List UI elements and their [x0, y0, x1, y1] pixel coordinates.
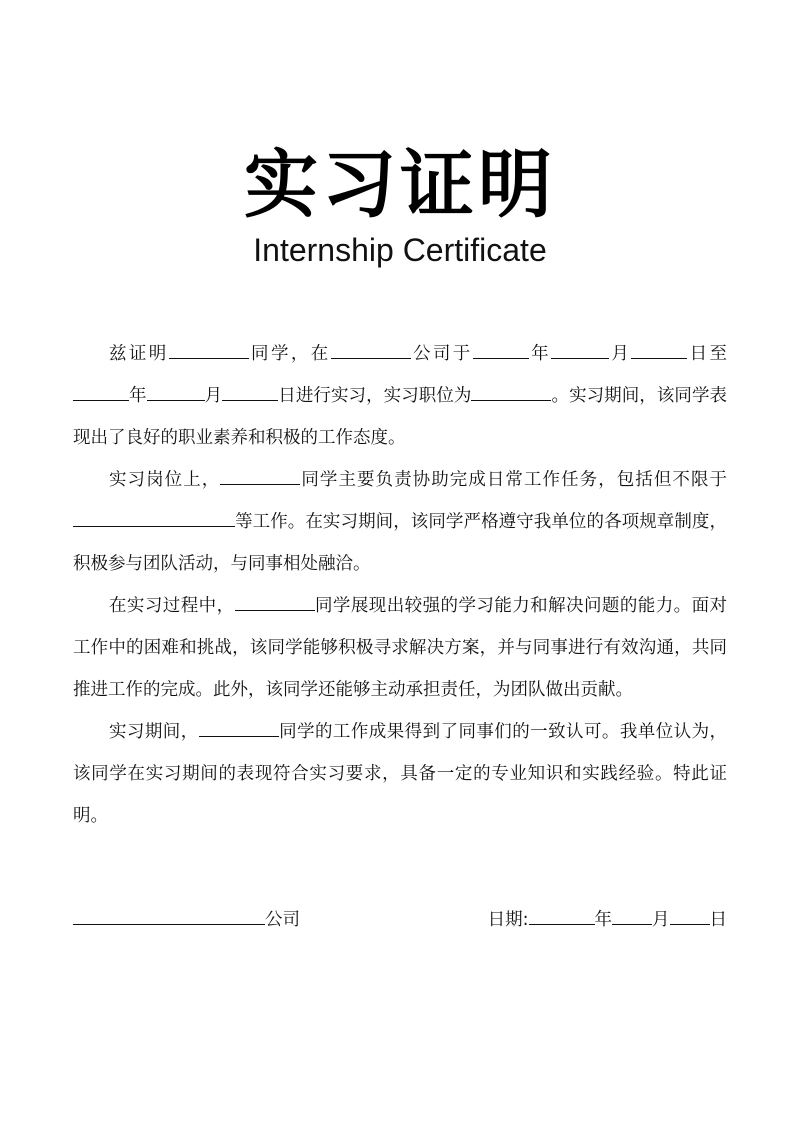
- p2-text-3: 等工作。在实习期间，该同学严格遵守我单位的各项规章制度，积极参与团队活动，与同事相处融洽。: [73, 512, 727, 574]
- p1-text-5: 月: [608, 344, 632, 364]
- start-day-blank[interactable]: [631, 338, 687, 359]
- p2-text-2: 同学主要负责协助完成日常工作任务，包括但不限于: [300, 470, 728, 490]
- p1-text-3: 公司于: [410, 344, 473, 364]
- p1-text-10: 。实习期间，该同学表现出了良好的职业素养和积极的工作态度。: [73, 386, 728, 448]
- title-english: Internship Certificate: [253, 232, 547, 268]
- end-month-blank[interactable]: [147, 380, 205, 401]
- p4-text-1: 实习期间，: [109, 722, 199, 742]
- certificate-body: [73, 333, 727, 837]
- paragraph-1: [73, 333, 727, 459]
- sign-month-label: 月: [652, 910, 670, 930]
- company-suffix: 公司: [265, 910, 300, 930]
- p4-text-2: 同学的工作成果得到了同事们的一致认可。我单位认为，该同学在实习期间的表现符合实习要求，具备一定的专业知识和实践经验。特此证明。: [73, 722, 728, 826]
- p1-text-6: 日至: [687, 344, 728, 364]
- end-year-blank[interactable]: [73, 380, 129, 401]
- paragraph-4: [73, 711, 727, 837]
- sign-day-label: 日: [709, 910, 727, 930]
- signature-footer: [73, 900, 727, 940]
- start-year-blank[interactable]: [473, 338, 529, 359]
- paragraph-2: [73, 459, 727, 585]
- date-signature: [488, 900, 727, 940]
- p1-text-8: 月: [204, 386, 223, 406]
- p1-text-7: 年: [129, 386, 147, 406]
- start-month-blank[interactable]: [551, 338, 609, 359]
- position-blank[interactable]: [471, 380, 551, 401]
- student-name-blank-2[interactable]: [220, 464, 300, 485]
- p1-text-9: 日进行实习，实习职位为: [278, 386, 472, 406]
- duties-blank[interactable]: [73, 506, 235, 527]
- date-label: 日期:: [487, 910, 529, 930]
- sign-day-blank[interactable]: [670, 904, 710, 925]
- p1-text-4: 年: [528, 344, 551, 364]
- paragraph-3: [73, 585, 727, 711]
- p1-text-1: 兹证明: [109, 344, 169, 364]
- p3-text-2: 同学展现出较强的学习能力和解决问题的能力。面对工作中的困难和挑战，该同学能够积极寻求解决方案，并与同事进行有效沟通，共同推进工作的完成。此外，该同学还能够主动承担责任，为团队做出贡献。: [73, 596, 728, 700]
- sign-month-blank[interactable]: [612, 904, 652, 925]
- signing-company-blank[interactable]: [73, 904, 265, 925]
- student-name-blank[interactable]: [169, 338, 249, 359]
- sign-year-blank[interactable]: [529, 904, 595, 925]
- student-name-blank-3[interactable]: [235, 590, 315, 611]
- company-name-blank[interactable]: [331, 338, 411, 359]
- title-chinese: 实习证明: [244, 142, 556, 228]
- company-signature: [73, 900, 300, 940]
- end-day-blank[interactable]: [222, 380, 278, 401]
- student-name-blank-4[interactable]: [199, 716, 279, 737]
- p3-text-1: 在实习过程中，: [109, 596, 235, 616]
- p2-text-1: 实习岗位上，: [109, 470, 221, 490]
- p1-text-2: 同学，在: [248, 344, 331, 364]
- sign-year-label: 年: [594, 910, 612, 930]
